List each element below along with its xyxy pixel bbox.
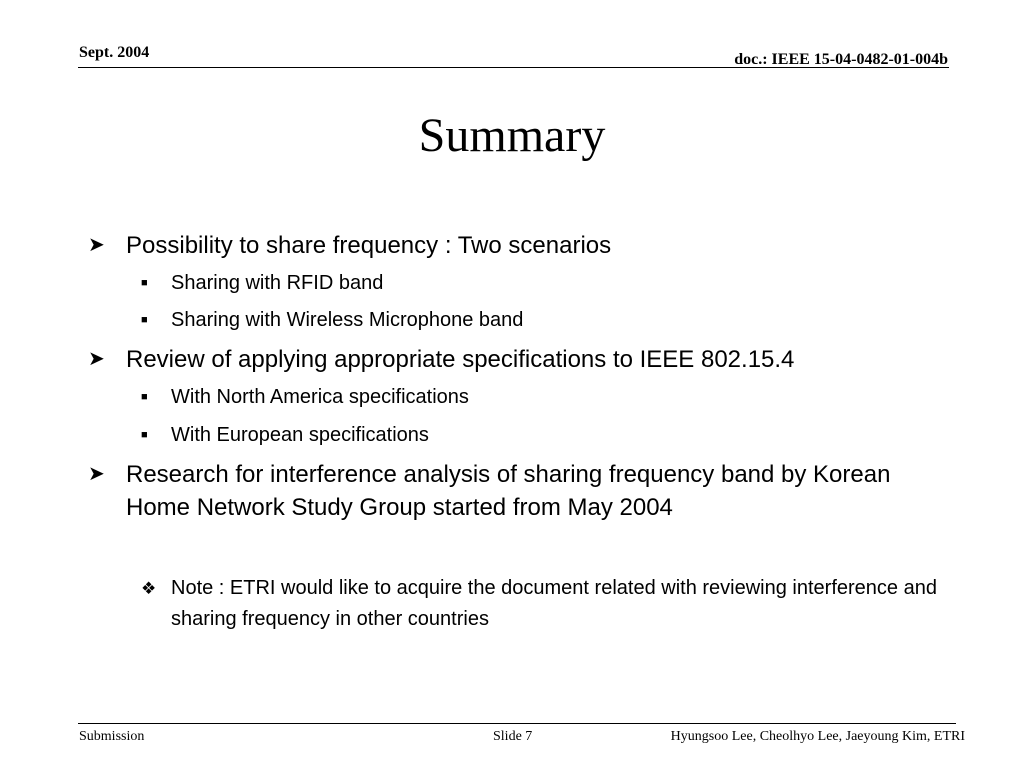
four-diamond-bullet-icon: ❖ bbox=[141, 579, 157, 598]
square-bullet-icon: ■ bbox=[141, 429, 148, 441]
bullet-item bbox=[88, 343, 956, 376]
sub-bullet-item bbox=[141, 305, 951, 336]
sub-bullet-text: With European specifications bbox=[171, 424, 429, 446]
square-bullet-icon: ■ bbox=[141, 277, 148, 289]
header-doc-id: doc.: IEEE 15-04-0482-01-004b bbox=[734, 51, 948, 68]
square-bullet-icon: ■ bbox=[141, 314, 148, 326]
arrowhead-bullet-icon: ➤ bbox=[88, 463, 105, 485]
header-divider bbox=[78, 67, 949, 68]
arrowhead-bullet-icon: ➤ bbox=[88, 348, 105, 370]
sub-bullet-item bbox=[141, 382, 951, 413]
bullet-text: Review of applying appropriate specifications to IEEE 802.15.4 bbox=[126, 346, 795, 373]
slide-title: Summary bbox=[418, 109, 606, 162]
square-bullet-icon: ■ bbox=[141, 391, 148, 403]
bullet-item bbox=[88, 229, 956, 262]
sub-bullet-text: With North America specifications bbox=[171, 386, 469, 408]
footer-slide-number: Slide 7 bbox=[493, 729, 533, 744]
sub-bullet-text: Sharing with RFID band bbox=[171, 272, 384, 294]
note-text: Note : ETRI would like to acquire the document related with reviewing interference and sharing frequency in other countries bbox=[171, 577, 937, 630]
sub-bullet-text: Sharing with Wireless Microphone band bbox=[171, 309, 524, 331]
sub-bullet-item bbox=[141, 268, 951, 299]
arrowhead-bullet-icon: ➤ bbox=[88, 234, 105, 256]
header-date: Sept. 2004 bbox=[79, 44, 150, 61]
note-item bbox=[141, 573, 951, 635]
bullet-item bbox=[88, 458, 956, 524]
footer-submission: Submission bbox=[79, 729, 145, 744]
bullet-text: Research for interference analysis of sharing frequency band by Korean Home Network Study Group started from May 2004 bbox=[126, 461, 891, 521]
bullet-text: Possibility to share frequency : Two scenarios bbox=[126, 232, 612, 259]
footer-authors: Hyungsoo Lee, Cheolhyo Lee, Jaeyoung Kim, ETRI bbox=[670, 729, 965, 744]
sub-bullet-item bbox=[141, 420, 951, 451]
footer-divider bbox=[78, 723, 956, 724]
